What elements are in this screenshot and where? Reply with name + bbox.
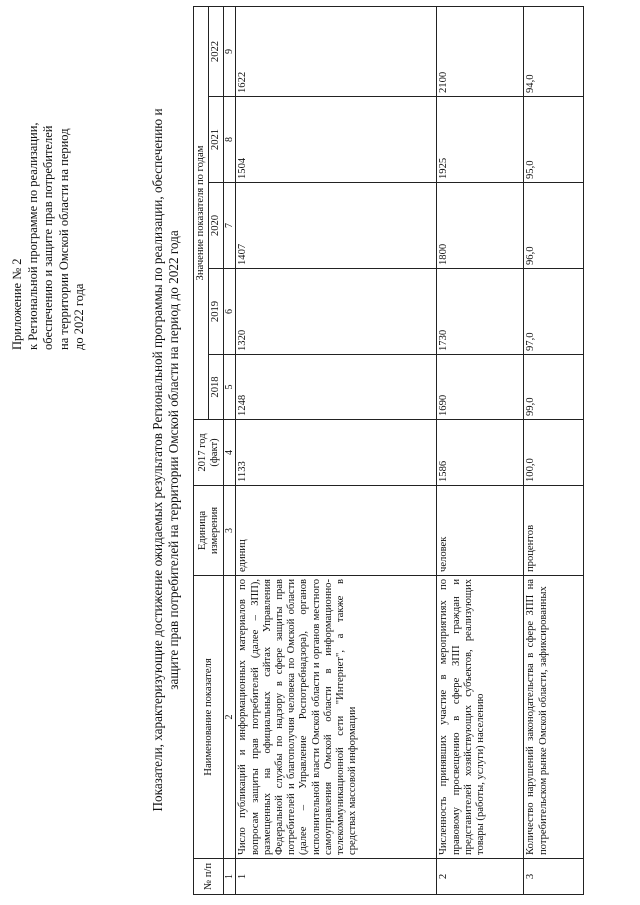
header-name: Наименование показателя [194,576,224,859]
column-numbers-row [224,7,236,895]
appendix-line: на территории Омской области на период [56,128,71,350]
indicator-name: Количество нарушений законодательства в сфере ЗПП на потребительском рынке Омской области, зафиксированных [524,576,584,859]
column-number: 1 [224,859,236,895]
column-number: 8 [224,97,236,183]
indicators-table [193,6,584,895]
year-value: 94,0 [524,7,584,97]
column-number: 5 [224,355,236,420]
header-year: 2019 [209,269,224,355]
title-line: защите прав потребителей на территории Омской области на период до 2022 года [166,230,181,690]
header-year: 2018 [209,355,224,420]
table-row [236,7,437,895]
fact-2017-value: 1133 [236,420,437,486]
indicator-name: Число публикаций и информационных материалов по вопросам защиты прав потребителей (далее – ЗПП), размещенных на официальных сайтах Управления Федеральной службы по надзору в сфере защиты прав потребителей и благополучия человека по Омской области (далее – Управление Роспотребнадзора), органов исполнительной власти Омской области и органов местного самоуправления Омской области в информационно-телекоммуникационной сети "Интернет", а также в средствах массовой информации [236,576,437,859]
year-value: 1800 [437,183,524,269]
year-value: 1320 [236,269,437,355]
indicator-unit: человек [437,486,524,576]
column-number: 6 [224,269,236,355]
table-row [524,7,584,895]
header-no: № п/п [194,859,224,895]
header-row [194,7,209,895]
indicator-unit: единиц [236,486,437,576]
row-number: 2 [437,859,524,895]
title-line: Показатели, характеризующие достижение ожидаемых результатов Региональной программы по реализации, обеспечению и [150,108,165,812]
column-number: 7 [224,183,236,269]
document-title [150,35,182,885]
appendix-line: Приложение № 2 [10,258,24,350]
year-value: 1690 [437,355,524,420]
fact-2017-value: 100,0 [524,420,584,486]
table-row [437,7,524,895]
year-value: 99,0 [524,355,584,420]
appendix-note [10,20,88,350]
header-year: 2021 [209,97,224,183]
appendix-line: к Региональной программе по реализации, [25,122,40,350]
year-value: 1925 [437,97,524,183]
appendix-line: обеспечению и защите прав потребителей [41,125,55,350]
year-value: 96,0 [524,183,584,269]
column-number: 9 [224,7,236,97]
header-fact-2017: 2017 год (факт) [194,420,224,486]
year-value: 1622 [236,7,437,97]
column-number: 2 [224,576,236,859]
fact-2017-value: 1586 [437,420,524,486]
row-number: 3 [524,859,584,895]
header-unit: Единица измерения [194,486,224,576]
year-value: 1407 [236,183,437,269]
indicator-unit: процентов [524,486,584,576]
year-value: 1730 [437,269,524,355]
year-value: 2100 [437,7,524,97]
header-year: 2020 [209,183,224,269]
indicator-name: Численность принявших участие в мероприятиях по правовому просвещению в сфере ЗПП граждан и представителей хозяйствующих субъектов, реализующих товары (работы, услуги) населению [437,576,524,859]
row-number: 1 [236,859,437,895]
header-group: Значение показателя по годам [194,7,209,420]
year-value: 1504 [236,97,437,183]
column-number: 4 [224,420,236,486]
year-value: 95,0 [524,97,584,183]
appendix-line: до 2022 года [72,283,86,350]
header-year: 2022 [209,7,224,97]
year-value: 1248 [236,355,437,420]
column-number: 3 [224,486,236,576]
year-value: 97,0 [524,269,584,355]
